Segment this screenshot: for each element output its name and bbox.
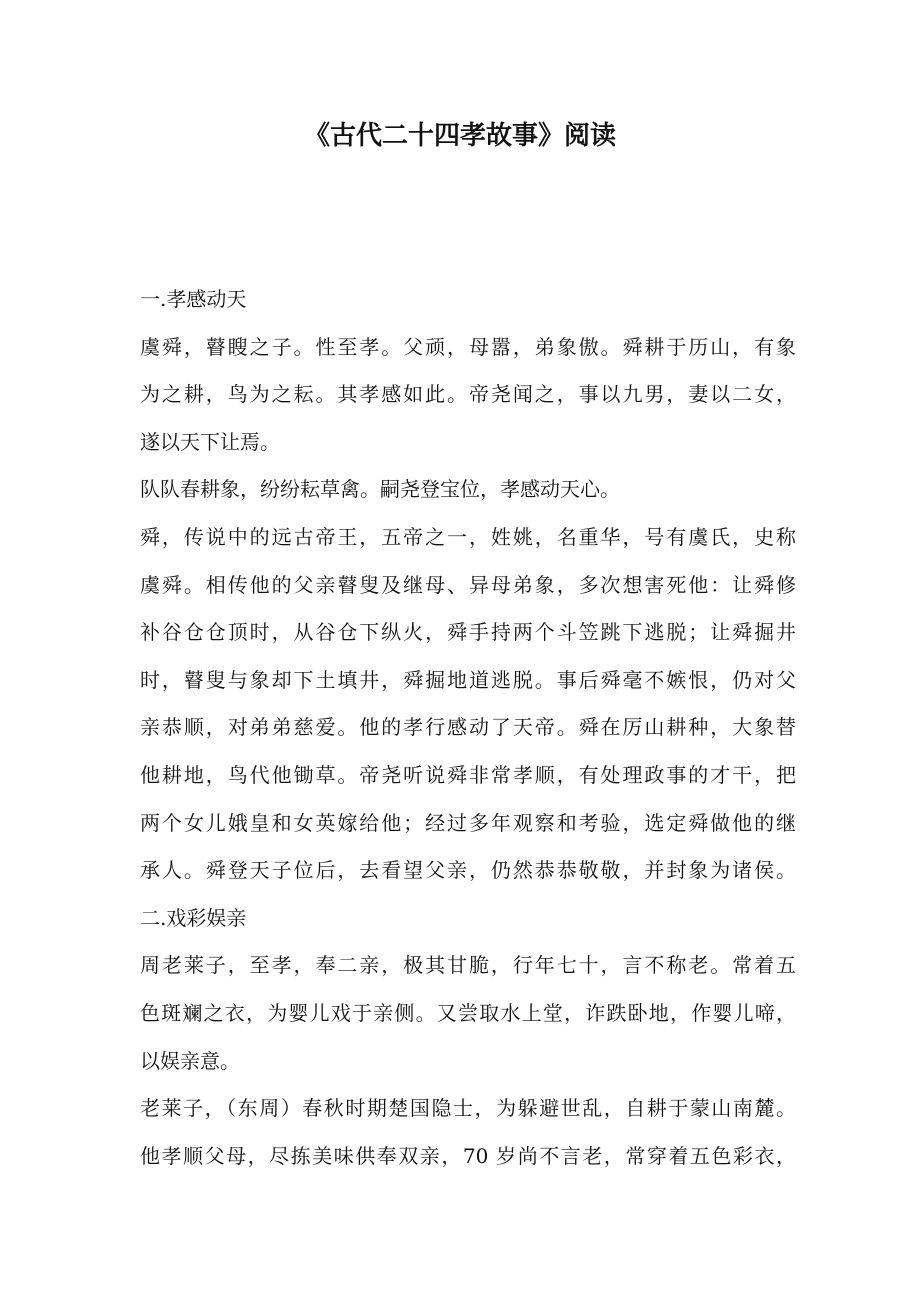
body-line: 舜，传说中的远古帝王，五帝之一，姓姚，名重华，号有虞氏，史称 <box>140 524 796 549</box>
body-line: 虞舜。相传他的父亲瞽叟及继母、异母弟象，多次想害死他：让舜修 <box>140 572 796 597</box>
body-line: 老莱子，（东周）春秋时期楚国隐士，为躲避世乱，自耕于蒙山南麓。 <box>140 1096 796 1121</box>
body-line: 遂以天下让焉。 <box>140 429 280 454</box>
document-body <box>140 276 796 1180</box>
body-line: 时，瞽叟与象却下土填井，舜掘地道逃脱。事后舜毫不嫉恨，仍对父 <box>140 667 796 692</box>
section-heading: 二.戏彩娱亲 <box>140 905 247 930</box>
body-line: 承人。舜登天子位后，去看望父亲，仍然恭恭敬敬，并封象为诸侯。 <box>140 858 796 883</box>
body-line: 色斑斓之衣，为婴儿戏于亲侧。又尝取水上堂，诈跌卧地，作婴儿啼， <box>140 1000 796 1025</box>
poem-line: 队队春耕象，纷纷耘草禽。嗣尧登宝位，孝感动天心。 <box>140 477 620 502</box>
body-line: 补谷仓仓顶时，从谷仓下纵火，舜手持两个斗笠跳下逃脱；让舜掘井 <box>140 620 796 645</box>
body-line: 虞舜，瞽瞍之子。性至孝。父顽，母嚣，弟象傲。舜耕于历山，有象 <box>140 334 796 359</box>
body-line: 他孝顺父母，尽拣美味供奉双亲，70 岁尚不言老，常穿着五色彩衣， <box>140 1143 796 1168</box>
body-line: 他耕地，鸟代他锄草。帝尧听说舜非常孝顺，有处理政事的才干，把 <box>140 762 796 787</box>
body-line: 亲恭顺，对弟弟慈爱。他的孝行感动了天帝。舜在厉山耕种，大象替 <box>140 715 796 740</box>
body-line: 两个女儿娥皇和女英嫁给他；经过多年观察和考验，选定舜做他的继 <box>140 810 796 835</box>
body-line: 为之耕，鸟为之耘。其孝感如此。帝尧闻之，事以九男，妻以二女， <box>140 382 796 407</box>
section-heading: 一.孝感动天 <box>140 287 247 311</box>
document-title: 《古代二十四孝故事》阅读 <box>303 121 616 151</box>
body-line: 周老莱子，至孝，奉二亲，极其甘脆，行年七十，言不称老。常着五 <box>140 953 796 978</box>
body-line: 以娱亲意。 <box>140 1048 240 1073</box>
